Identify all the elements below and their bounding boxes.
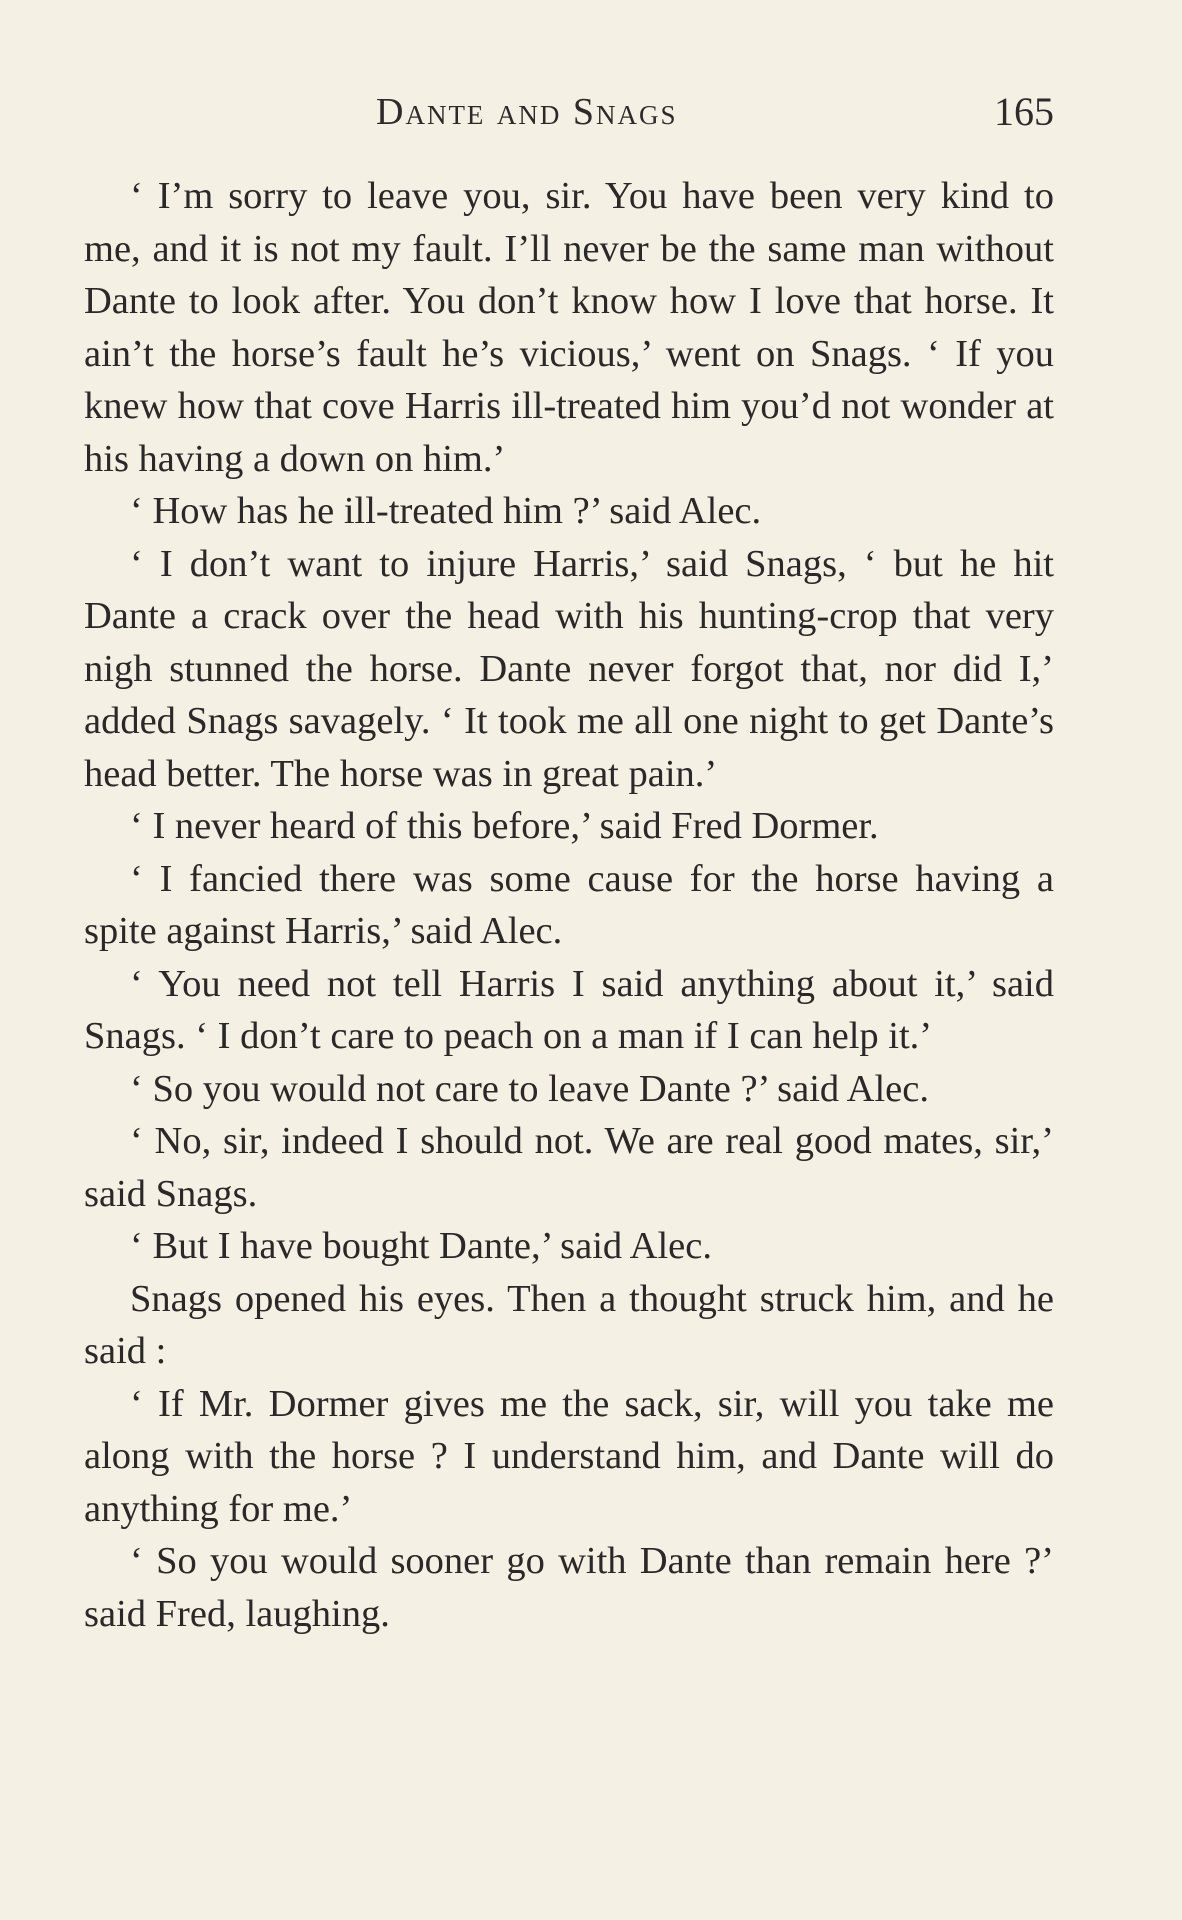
paragraph: ‘ How has he ill-treated him ?’ said Alec. — [130, 490, 762, 532]
paragraph: ‘ I’m sorry to leave you, sir. You have been very kind to me, and it is not my fault. I’ll never be the same man without Dante to look after. You don’t know how I love that horse. It ain’t the horse’s fault he’s vicious,’ went on Snags. ‘ If you knew how that cove Harris ill-treated him you’d not wonder at his having a down on him.’ — [84, 175, 1054, 480]
paragraph: ‘ You need not tell Harris I said anything about it,’ said Snags. ‘ I don’t care to peach on a man if I can help it.’ — [84, 962, 1054, 1057]
running-head: Dante and Snags — [376, 91, 678, 133]
body-text — [84, 170, 1054, 1640]
paragraph: ‘ I never heard of this before,’ said Fred Dormer. — [130, 805, 879, 847]
page-header — [0, 82, 1182, 142]
paragraph: ‘ I don’t want to injure Harris,’ said Snags, ‘ but he hit Dante a crack over the head with his hunting-crop that very nigh stunned the horse. Dante never forgot that, nor did I,’ added Snags savagely. ‘ It took me all one night to get Dante’s head better. The horse was in great pain.’ — [84, 542, 1054, 795]
page-number: 165 — [994, 89, 1054, 134]
paragraph: Snags opened his eyes. Then a thought struck him, and he said : — [84, 1277, 1054, 1372]
paragraph: ‘ No, sir, indeed I should not. We are real good mates, sir,’ said Snags. — [84, 1120, 1054, 1215]
paragraph: ‘ So you would not care to leave Dante ?’ said Alec. — [130, 1067, 929, 1110]
paragraph: ‘ I fancied there was some cause for the horse having a spite against Harris,’ said Alec. — [84, 857, 1054, 952]
paragraph: ‘ If Mr. Dormer gives me the sack, sir, will you take me along with the horse ? I understand him, and Dante will do anything for me.’ — [84, 1382, 1054, 1530]
paragraph: ‘ But I have bought Dante,’ said Alec. — [130, 1225, 712, 1267]
paragraph: ‘ So you would sooner go with Dante than remain here ?’ said Fred, laughing. — [84, 1540, 1054, 1635]
